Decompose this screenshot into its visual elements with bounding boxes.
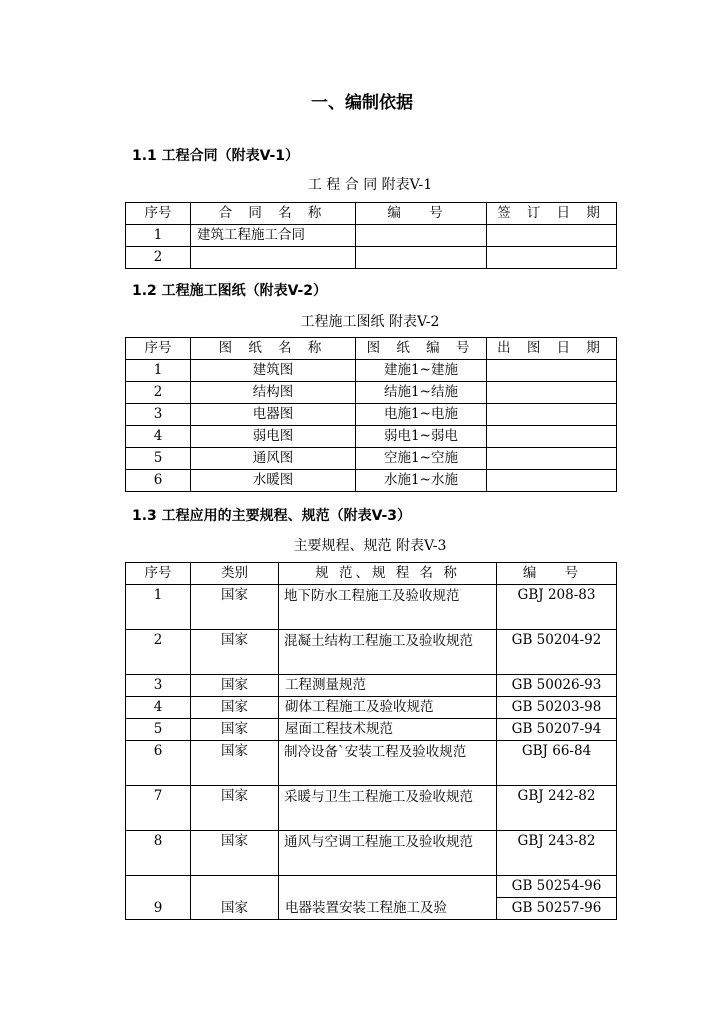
standard-name: 采暖与卫生工程施工及验收规范 [279, 786, 497, 831]
header-cell: 编 号 [356, 203, 487, 225]
header-cell: 类别 [191, 563, 279, 585]
header-cell: 出 图 日 期 [487, 338, 617, 360]
drawing-name: 弱电图 [191, 426, 356, 448]
header-cell: 序号 [126, 203, 191, 225]
standard-name: 砌体工程施工及验收规范 [279, 697, 497, 719]
category: 国家 [191, 697, 279, 719]
table-row [126, 247, 617, 269]
category: 国家 [191, 675, 279, 697]
row-number: 6 [126, 470, 191, 492]
standard-code: GBJ 242-82 [497, 786, 617, 831]
drawing-code: 水施1~水施 [356, 470, 487, 492]
row-number: 5 [126, 448, 191, 470]
category: 国家 [191, 786, 279, 831]
row-number: 4 [126, 426, 191, 448]
category: 国家 [191, 831, 279, 876]
table-row [126, 360, 617, 382]
contract-name: 建筑工程施工合同 [191, 225, 356, 247]
table-row [126, 225, 617, 247]
standard-name: 电器装置安装工程施工及验 [279, 876, 497, 920]
issue-date [487, 426, 617, 448]
row-number: 1 [126, 360, 191, 382]
category: 国家 [191, 741, 279, 786]
standard-name: 地下防水工程施工及验收规范 [279, 585, 497, 630]
header-cell: 序号 [126, 563, 191, 585]
contract-table [125, 202, 617, 269]
table-header-row [126, 203, 617, 225]
table-row [126, 630, 617, 675]
standard-code: GB 50254-96 [497, 876, 617, 898]
standard-code: GB 50257-96 [497, 898, 617, 920]
row-number: 2 [126, 247, 191, 269]
row-number: 4 [126, 697, 191, 719]
table-row [126, 404, 617, 426]
row-number: 2 [126, 630, 191, 675]
issue-date [487, 448, 617, 470]
category: 国家 [191, 585, 279, 630]
header-cell: 图 纸 名 称 [191, 338, 356, 360]
table-header-row [126, 338, 617, 360]
section-heading-contract: 1.1 工程合同（附表V-1） [132, 148, 300, 164]
row-number: 3 [126, 675, 191, 697]
header-cell: 图 纸 编 号 [356, 338, 487, 360]
row-number: 7 [126, 786, 191, 831]
table-caption-standards: 主要规程、规范 附表V-3 [293, 538, 447, 554]
section-heading-standards: 1.3 工程应用的主要规程、规范（附表V-3） [132, 508, 412, 524]
drawing-name: 建筑图 [191, 360, 356, 382]
sign-date [487, 225, 617, 247]
table-row [126, 831, 617, 876]
standard-code: GB 50207-94 [497, 719, 617, 741]
drawing-code: 建施1~建施 [356, 360, 487, 382]
issue-date [487, 470, 617, 492]
row-number: 1 [126, 585, 191, 630]
issue-date [487, 404, 617, 426]
table-row [126, 697, 617, 719]
standard-name: 屋面工程技术规范 [279, 719, 497, 741]
table-row [126, 675, 617, 697]
standard-name: 制冷设备`安装工程及验收规范 [279, 741, 497, 786]
drawing-code: 结施1~结施 [356, 382, 487, 404]
table-row [126, 426, 617, 448]
table-row [126, 585, 617, 630]
issue-date [487, 382, 617, 404]
drawing-name: 电器图 [191, 404, 356, 426]
standard-code: GB 50026-93 [497, 675, 617, 697]
page-title: 一、编制依据 [311, 93, 413, 113]
row-number: 9 [126, 876, 191, 920]
table-row [126, 719, 617, 741]
table-row [126, 876, 617, 898]
standard-code: GB 50203-98 [497, 697, 617, 719]
category: 国家 [191, 630, 279, 675]
table-caption-contract: 工 程 合 同 附表V-1 [307, 177, 433, 193]
drawing-name: 水暖图 [191, 470, 356, 492]
table-row [126, 741, 617, 786]
drawing-code: 空施1~空施 [356, 448, 487, 470]
drawings-table [125, 337, 617, 492]
row-number: 1 [126, 225, 191, 247]
category: 国家 [191, 719, 279, 741]
standard-code: GB 50204-92 [497, 630, 617, 675]
table-caption-drawings: 工程施工图纸 附表V-2 [300, 314, 440, 330]
standard-code: GBJ 66-84 [497, 741, 617, 786]
header-cell: 规 范、规 程 名 称 [279, 563, 497, 585]
row-number: 5 [126, 719, 191, 741]
drawing-code: 电施1~电施 [356, 404, 487, 426]
header-cell: 合 同 名 称 [191, 203, 356, 225]
drawing-code: 弱电1~弱电 [356, 426, 487, 448]
contract-code [356, 225, 487, 247]
section-heading-drawings: 1.2 工程施工图纸（附表V-2） [132, 283, 328, 299]
row-number: 2 [126, 382, 191, 404]
table-row [126, 786, 617, 831]
drawing-name: 通风图 [191, 448, 356, 470]
table-row [126, 382, 617, 404]
category: 国家 [191, 876, 279, 920]
standard-name: 工程测量规范 [279, 675, 497, 697]
drawing-name: 结构图 [191, 382, 356, 404]
header-cell: 编 号 [497, 563, 617, 585]
header-cell: 序号 [126, 338, 191, 360]
table-row [126, 470, 617, 492]
row-number: 8 [126, 831, 191, 876]
table-header-row [126, 563, 617, 585]
row-number: 3 [126, 404, 191, 426]
contract-name [191, 247, 356, 269]
row-number: 6 [126, 741, 191, 786]
sign-date [487, 247, 617, 269]
standard-name: 通风与空调工程施工及验收规范 [279, 831, 497, 876]
standards-table [125, 562, 617, 920]
standard-code: GBJ 243-82 [497, 831, 617, 876]
issue-date [487, 360, 617, 382]
contract-code [356, 247, 487, 269]
header-cell: 签 订 日 期 [487, 203, 617, 225]
table-row [126, 448, 617, 470]
standard-name: 混凝土结构工程施工及验收规范 [279, 630, 497, 675]
standard-code: GBJ 208-83 [497, 585, 617, 630]
